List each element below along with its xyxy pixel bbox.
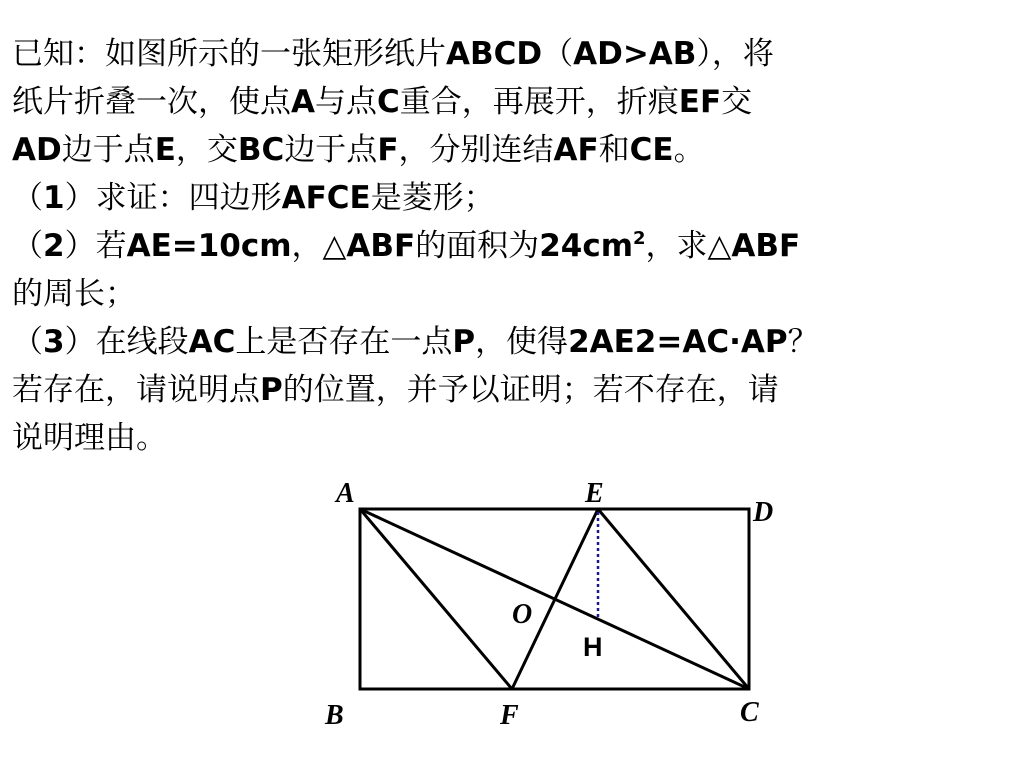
problem-text-segment: 说明理由。 [12,420,167,456]
problem-text-segment: ABF [346,228,416,264]
problem-text-segment: ABF [731,228,801,264]
label-c: C [740,697,759,728]
problem-text-segment: （ [542,36,574,72]
problem-text-segment: AE=10cm [126,228,292,264]
problem-text-segment: 2AE2=AC·AP [568,324,788,360]
problem-text-segment: 交 [721,84,753,120]
problem-text-segment: 已知：如图所示的一张矩形纸片 [12,36,446,72]
problem-text-segment: 是菱形； [370,180,495,216]
label-a: A [336,478,355,509]
label-h: H [583,632,603,662]
problem-text-segment: 上是否存在一点 [235,324,453,360]
label-f: F [500,700,519,731]
label-o: O [512,599,533,630]
problem-text-segment: ，使得 [475,324,569,360]
problem-text-segment: 边于点 [61,132,155,168]
problem-text-segment: 的周长； [12,276,136,312]
problem-text-segment: 与点 [315,84,377,120]
problem-text-segment: E [154,132,176,168]
problem-text-segment: ，分别连结 [398,132,554,168]
segment-ec [598,509,749,689]
label-d: D [753,497,774,528]
problem-text-segment: C [377,84,400,120]
problem-text-segment: P [452,324,476,360]
problem-text-segment: 。 [673,132,705,168]
problem-text-segment: 3 [43,324,65,360]
problem-text-segment: （ [12,324,43,360]
problem-text-segment: ）求证：四边形 [64,180,282,216]
problem-text-segment: F [377,132,399,168]
problem-text-segment: BC [237,132,285,168]
label-e: E [585,478,604,509]
problem-text-segment: 若存在，请说明点 [12,372,260,408]
problem-text-segment: 重合，再展开，折痕 [399,84,679,120]
problem-text-segment: ）若 [64,228,127,264]
problem-text-segment: ），将 [696,36,774,72]
problem-text-segment: （ [12,180,43,216]
problem-text-segment: A [291,84,315,120]
problem-text-segment: ，△ [291,228,347,264]
problem-text-segment: 的位置，并予以证明；若不存在，请 [282,372,779,408]
problem-text-segment: 的面积为 [415,228,540,264]
problem-text-segment: ，求△ [645,228,732,264]
problem-text-segment: 1 [43,180,65,216]
problem-text-segment: AF [553,132,599,168]
label-b: B [325,700,344,731]
problem-text-segment: 2 [633,228,646,249]
problem-text-segment: 24cm [539,228,634,264]
problem-text-segment: 边于点 [284,132,378,168]
problem-text-segment: ）在线段 [64,324,189,360]
problem-text-segment: ，交 [175,132,238,168]
problem-text-segment: ？ [787,324,819,360]
problem-text-segment: CE [629,132,674,168]
problem-text-segment: P [260,372,283,408]
problem-text-segment: （ [12,228,43,264]
problem-text-segment: EF [678,84,722,120]
problem-text-segment: 纸片折叠一次，使点 [12,84,291,120]
segment-af [360,509,512,689]
problem-text-segment: AFCE [281,180,371,216]
problem-text-segment: 和 [598,132,630,168]
problem-text-segment: ABCD [446,36,543,72]
problem-text-segment: AC [188,324,236,360]
problem-text-segment: AD [12,132,62,168]
problem-text-segment: AD>AB [573,36,697,72]
problem-text-segment: 2 [43,228,65,264]
